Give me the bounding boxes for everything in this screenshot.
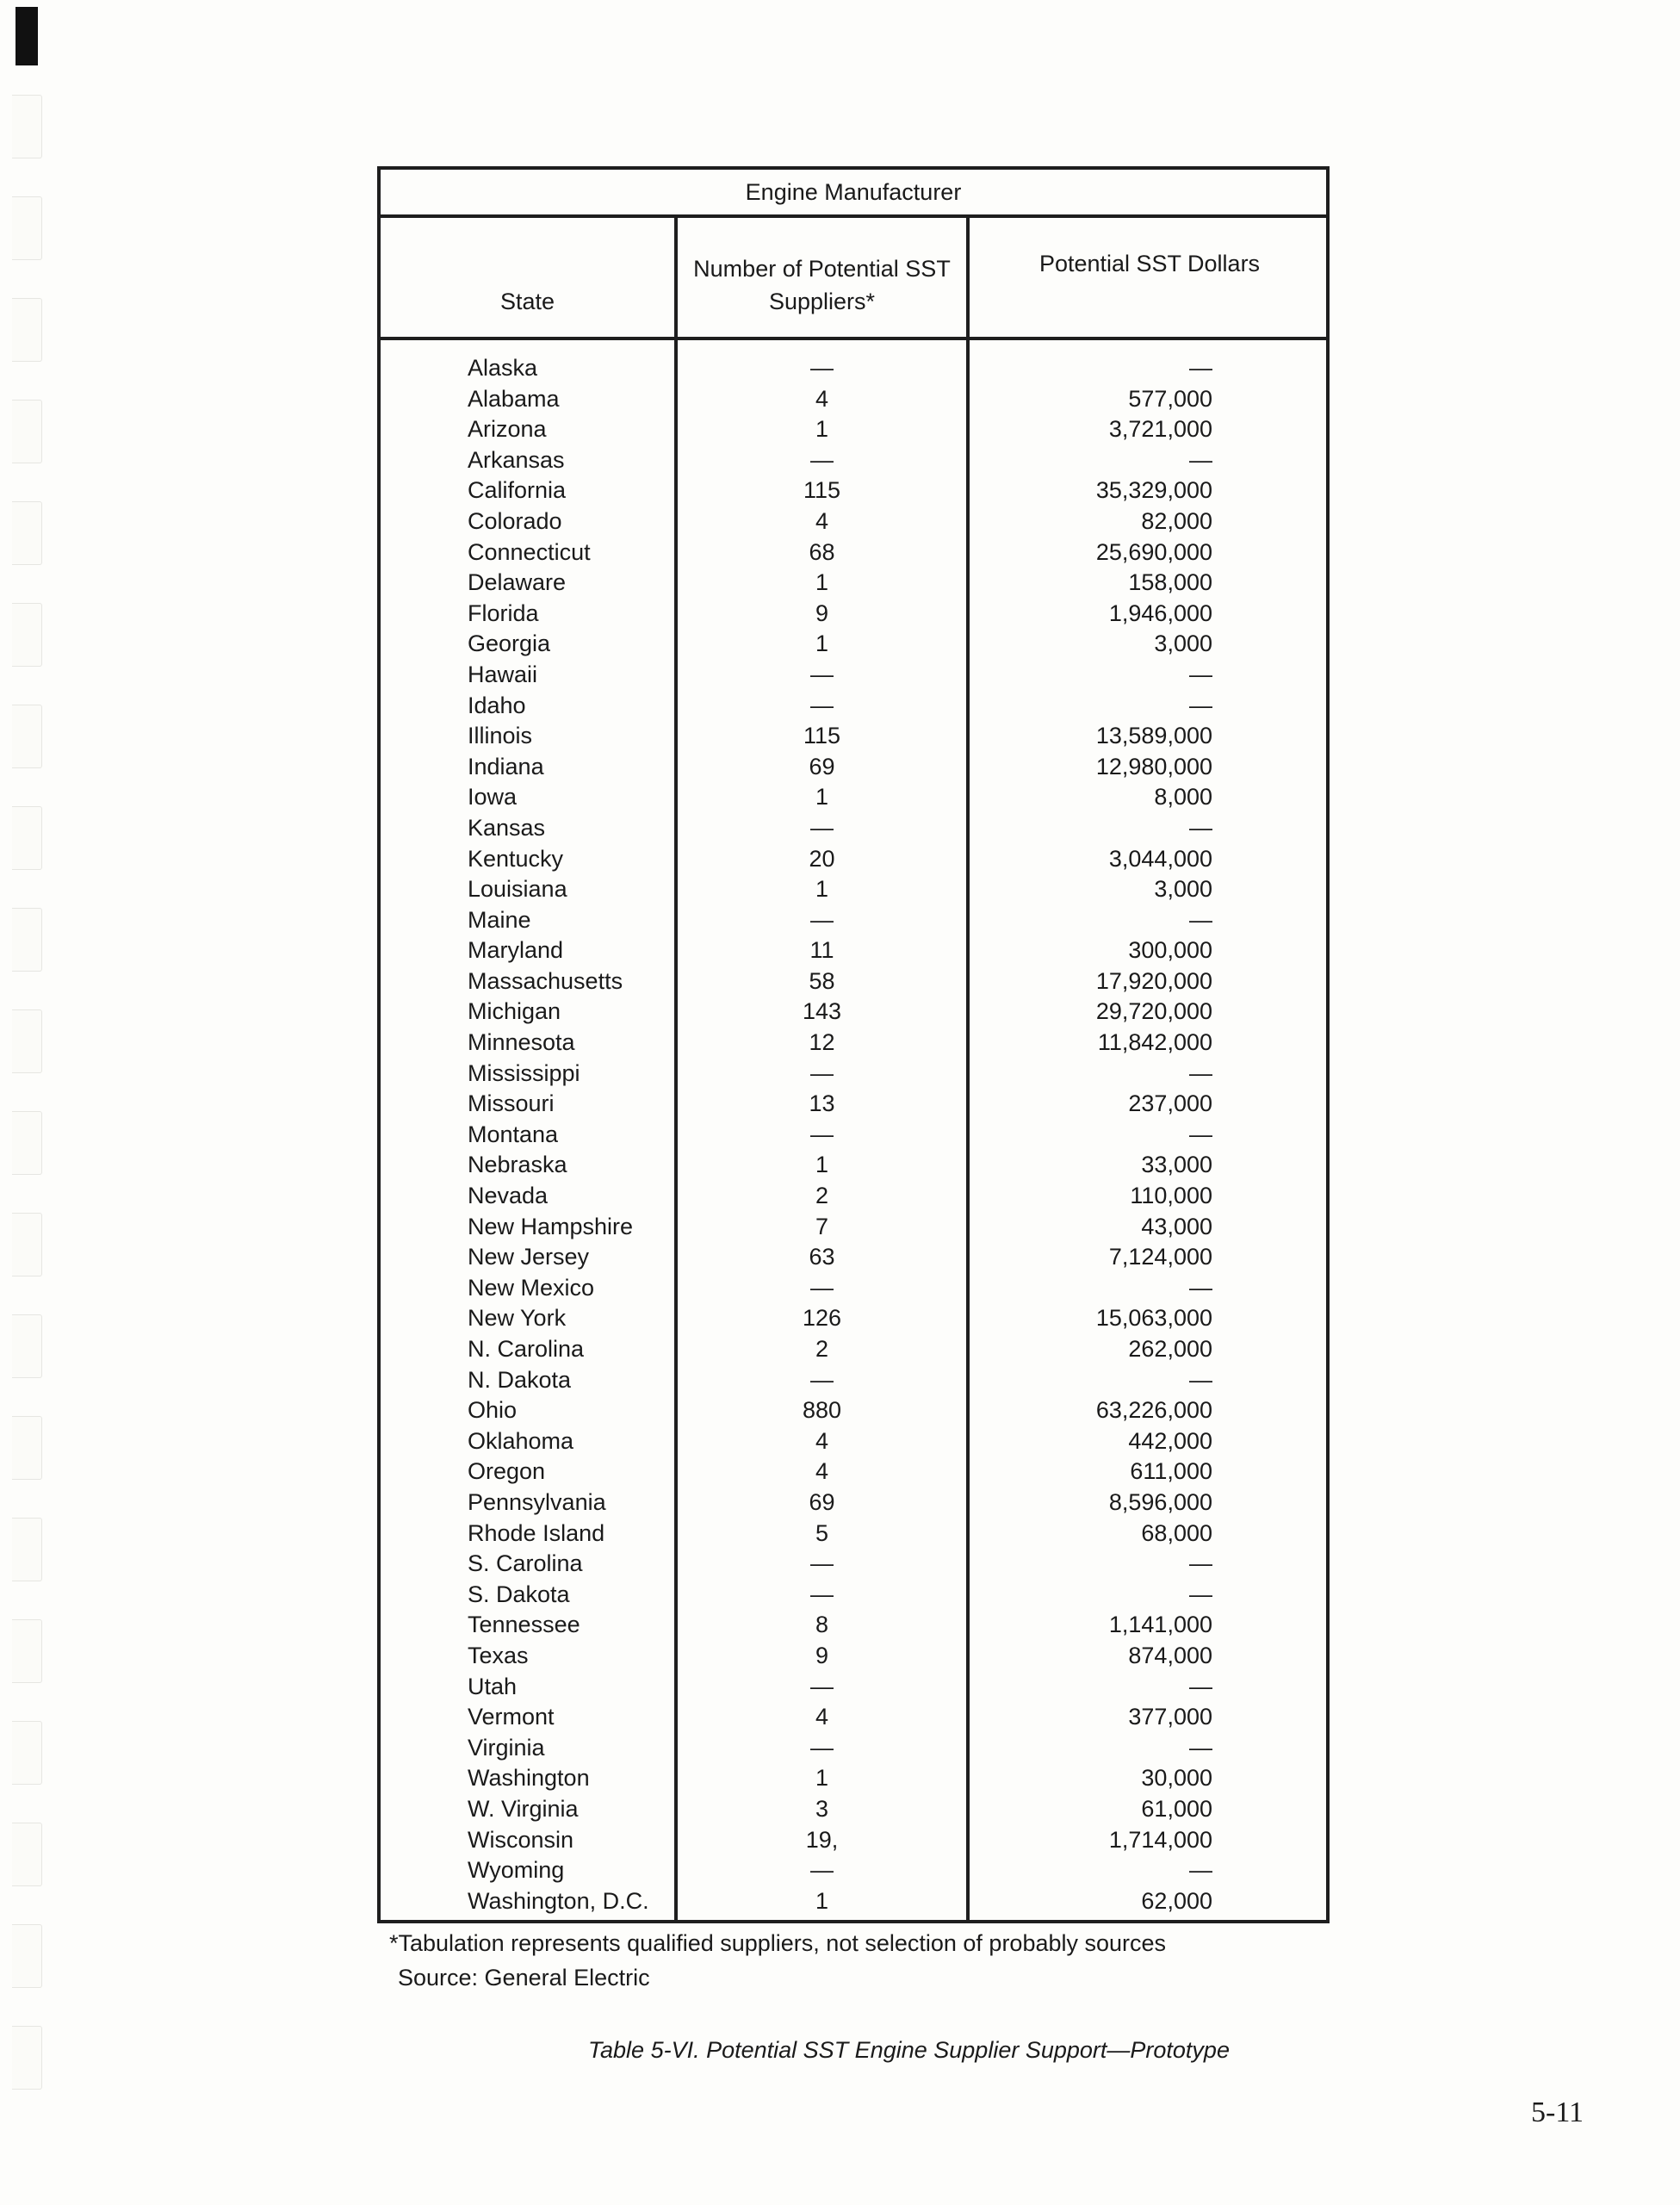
binder-hole <box>12 1619 42 1683</box>
num-suppliers-cell: — <box>810 446 834 473</box>
binder-hole <box>12 400 42 463</box>
dollars-cell: 30,000 <box>1141 1765 1212 1792</box>
num-suppliers-cell: 126 <box>802 1305 842 1332</box>
state-cell: N. Carolina <box>468 1336 585 1362</box>
num-suppliers-cell: 12 <box>809 1029 835 1056</box>
dollars-cell: 442,000 <box>1128 1427 1212 1454</box>
dollars-cell: 300,000 <box>1128 937 1212 964</box>
num-suppliers-cell: 8 <box>815 1612 829 1638</box>
dollars-cell: 874,000 <box>1128 1642 1212 1668</box>
table-row <box>381 1059 1326 1090</box>
state-cell: Oregon <box>468 1458 546 1485</box>
binder-hole <box>12 1009 42 1073</box>
dollars-cell: 1,714,000 <box>1108 1826 1212 1853</box>
state-cell: Oklahoma <box>468 1427 574 1454</box>
num-suppliers-cell: 4 <box>815 385 829 412</box>
dollars-cell: 35,329,000 <box>1095 477 1212 504</box>
dollars-cell: — <box>1189 1059 1212 1086</box>
table-row <box>381 1426 1326 1457</box>
state-cell: Iowa <box>468 784 518 811</box>
dollars-cell: 7,124,000 <box>1108 1244 1212 1270</box>
state-cell: Nebraska <box>468 1152 567 1178</box>
table-row <box>381 874 1326 905</box>
binder-hole <box>12 95 42 158</box>
dollars-cell: 43,000 <box>1141 1213 1212 1239</box>
dollars-cell: 577,000 <box>1128 385 1212 412</box>
state-cell: Wyoming <box>468 1857 565 1884</box>
num-suppliers-cell: — <box>810 692 834 718</box>
state-cell: Louisiana <box>468 876 567 903</box>
dollars-cell: 110,000 <box>1130 1183 1212 1209</box>
state-cell: Vermont <box>468 1704 555 1730</box>
dollars-cell: — <box>1189 355 1212 381</box>
table-row <box>381 1702 1326 1733</box>
state-cell: Michigan <box>468 998 561 1025</box>
dollars-cell: 11,842,000 <box>1097 1029 1212 1056</box>
table-row <box>381 935 1326 966</box>
dollars-cell: — <box>1189 906 1212 933</box>
table-row <box>381 905 1326 936</box>
binder-hole <box>12 1416 42 1480</box>
table-row <box>381 1334 1326 1365</box>
state-cell: New Jersey <box>468 1244 590 1270</box>
num-suppliers-cell: 115 <box>803 477 841 504</box>
state-cell: Idaho <box>468 692 526 718</box>
table-row <box>381 384 1326 415</box>
num-suppliers-cell: 2 <box>815 1183 829 1209</box>
table-row <box>381 1610 1326 1641</box>
num-suppliers-cell: — <box>810 1059 834 1086</box>
num-suppliers-cell: 3 <box>815 1795 829 1822</box>
num-suppliers-cell: 2 <box>815 1336 829 1362</box>
dollars-cell: 82,000 <box>1141 507 1212 534</box>
state-cell: Arkansas <box>468 446 565 473</box>
dollars-cell: 29,720,000 <box>1095 998 1212 1025</box>
column-header-num-suppliers: Number of Potential SST Suppliers* <box>693 256 951 314</box>
state-cell: New Mexico <box>468 1274 595 1301</box>
table-row <box>381 1212 1326 1243</box>
dollars-cell: — <box>1189 1366 1212 1393</box>
num-suppliers-cell: — <box>810 1550 834 1577</box>
dollars-cell: 377,000 <box>1128 1704 1212 1730</box>
binder-hole <box>12 908 42 972</box>
state-cell: Ohio <box>468 1397 518 1424</box>
num-suppliers-cell: 1 <box>815 876 829 903</box>
num-suppliers-cell: 69 <box>809 753 835 780</box>
table-row <box>381 1794 1326 1825</box>
num-suppliers-cell: — <box>810 1673 834 1699</box>
dollars-cell: — <box>1189 661 1212 687</box>
state-cell: Connecticut <box>468 538 591 565</box>
num-suppliers-cell: 69 <box>809 1488 835 1515</box>
state-cell: Colorado <box>468 507 562 534</box>
table-row <box>381 1672 1326 1703</box>
dollars-cell: 262,000 <box>1128 1336 1212 1362</box>
num-suppliers-cell: — <box>810 661 834 687</box>
dollars-cell: — <box>1189 1857 1212 1884</box>
num-suppliers-cell: — <box>810 1366 834 1393</box>
table-row <box>381 1488 1326 1519</box>
state-cell: Florida <box>468 599 539 626</box>
dollars-cell: 15,063,000 <box>1095 1305 1212 1332</box>
num-suppliers-cell: 4 <box>815 507 829 534</box>
table-row <box>381 353 1326 384</box>
corner-registration-mark <box>15 7 38 65</box>
table-row <box>381 813 1326 844</box>
state-cell: Kansas <box>468 814 546 841</box>
num-suppliers-cell: 7 <box>815 1213 829 1239</box>
state-cell: Utah <box>468 1673 518 1699</box>
dollars-cell: — <box>1189 1550 1212 1577</box>
state-cell: Hawaii <box>468 661 538 687</box>
state-cell: Arizona <box>468 416 547 443</box>
binder-hole <box>12 1314 42 1378</box>
dollars-cell: 1,946,000 <box>1108 599 1212 626</box>
table-row <box>381 1303 1326 1334</box>
num-suppliers-cell: — <box>810 1581 834 1607</box>
table-row <box>381 506 1326 537</box>
table-row <box>381 1763 1326 1794</box>
state-cell: Texas <box>468 1642 529 1668</box>
header-rule <box>381 337 1326 340</box>
num-suppliers-cell: 58 <box>809 967 835 994</box>
num-suppliers-cell: 1 <box>815 416 829 443</box>
table-row <box>381 1641 1326 1672</box>
table-row <box>381 1181 1326 1212</box>
num-suppliers-cell: — <box>810 1274 834 1301</box>
binder-hole-strip <box>12 95 46 2127</box>
state-cell: Missouri <box>468 1090 555 1117</box>
dollars-cell: 68,000 <box>1141 1519 1212 1546</box>
table-caption: Table 5-VI. Potential SST Engine Supplier Support—Prototype <box>588 2037 1230 2063</box>
state-cell: Pennsylvania <box>468 1488 606 1515</box>
num-suppliers-cell: 115 <box>803 723 841 749</box>
table-row <box>381 782 1326 813</box>
table-row <box>381 844 1326 875</box>
table-row <box>381 475 1326 506</box>
dollars-cell: — <box>1189 1673 1212 1699</box>
binder-hole <box>12 501 42 565</box>
state-cell: Maryland <box>468 937 564 964</box>
dollars-cell: 1,141,000 <box>1108 1612 1212 1638</box>
state-cell: California <box>468 477 567 504</box>
num-suppliers-cell: 11 <box>809 937 834 964</box>
dollars-cell: 25,690,000 <box>1095 538 1212 565</box>
dollars-cell: 62,000 <box>1141 1887 1212 1914</box>
num-suppliers-cell: — <box>810 814 834 841</box>
footnote: *Tabulation represents qualified suppliers, not selection of probably sources <box>389 1930 1167 1956</box>
state-cell: Wisconsin <box>468 1826 574 1853</box>
dollars-cell: 33,000 <box>1141 1152 1212 1178</box>
dollars-cell: 3,000 <box>1154 876 1212 903</box>
state-cell: Massachusetts <box>468 967 623 994</box>
num-suppliers-cell: 880 <box>802 1397 842 1424</box>
table-row <box>381 966 1326 997</box>
table-row <box>381 752 1326 783</box>
num-suppliers-cell: — <box>810 355 834 381</box>
state-cell: Alaska <box>468 355 538 381</box>
binder-hole <box>12 1111 42 1175</box>
num-suppliers-cell: 13 <box>809 1090 835 1117</box>
dollars-cell: — <box>1189 1121 1212 1147</box>
state-cell: Washington <box>468 1765 590 1792</box>
dollars-cell: 8,596,000 <box>1108 1488 1212 1515</box>
binder-hole <box>12 196 42 260</box>
state-cell: Rhode Island <box>468 1519 605 1546</box>
table-row <box>381 1886 1326 1917</box>
table-row <box>381 1089 1326 1120</box>
binder-hole <box>12 603 42 667</box>
dollars-cell: 611,000 <box>1130 1458 1212 1485</box>
binder-hole <box>12 1721 42 1785</box>
num-suppliers-cell: — <box>810 906 834 933</box>
num-suppliers-cell: 4 <box>815 1427 829 1454</box>
num-suppliers-cell: 68 <box>809 538 835 565</box>
num-suppliers-cell: 4 <box>815 1704 829 1730</box>
column-header-state: State <box>499 289 555 314</box>
state-cell: Georgia <box>468 630 551 657</box>
table-row <box>381 1395 1326 1426</box>
dollars-cell: 63,226,000 <box>1095 1397 1212 1424</box>
state-cell: Alabama <box>468 385 560 412</box>
page-number: 5-11 <box>1531 2096 1584 2128</box>
state-cell: S. Carolina <box>468 1550 583 1577</box>
dollars-cell: 3,000 <box>1154 630 1212 657</box>
num-suppliers-cell: 20 <box>809 845 835 872</box>
state-cell: Illinois <box>468 723 533 749</box>
table-row <box>381 445 1326 476</box>
dollars-cell: 237,000 <box>1128 1090 1212 1117</box>
num-suppliers-cell: 19, <box>805 1826 839 1853</box>
state-cell: Delaware <box>468 569 567 596</box>
dollars-cell: 12,980,000 <box>1095 753 1212 780</box>
num-suppliers-cell: — <box>810 1857 834 1884</box>
dollars-cell: — <box>1189 1274 1212 1301</box>
table-row <box>381 537 1326 568</box>
binder-hole <box>12 705 42 768</box>
state-cell: Nevada <box>468 1183 549 1209</box>
table-row <box>381 1120 1326 1151</box>
state-cell: Washington, D.C. <box>468 1887 649 1914</box>
num-suppliers-cell: 9 <box>815 1642 829 1668</box>
table-row <box>381 1242 1326 1273</box>
column-header-dollars: Potential SST Dollars <box>1038 251 1261 276</box>
num-suppliers-cell: 5 <box>815 1519 829 1546</box>
table-body <box>381 353 1326 1916</box>
num-suppliers-cell: 4 <box>815 1458 829 1485</box>
state-cell: Mississippi <box>468 1059 580 1086</box>
table-row <box>381 1519 1326 1550</box>
state-cell: Montana <box>468 1121 559 1147</box>
dollars-cell: 61,000 <box>1141 1795 1212 1822</box>
dollars-cell: 17,920,000 <box>1095 967 1212 994</box>
state-cell: Kentucky <box>468 845 564 872</box>
table-row <box>381 1733 1326 1764</box>
table-row <box>381 1457 1326 1488</box>
table-row <box>381 1580 1326 1611</box>
table-row <box>381 660 1326 691</box>
supplier-table <box>377 166 1330 1923</box>
num-suppliers-cell: 1 <box>815 569 829 596</box>
state-cell: Indiana <box>468 753 544 780</box>
dollars-cell: 3,044,000 <box>1108 845 1212 872</box>
state-cell: S. Dakota <box>468 1581 570 1607</box>
table-row <box>381 1273 1326 1304</box>
num-suppliers-cell: 1 <box>815 1765 829 1792</box>
num-suppliers-cell: 143 <box>802 998 842 1025</box>
dollars-cell: — <box>1189 814 1212 841</box>
num-suppliers-cell: — <box>810 1121 834 1147</box>
state-cell: New York <box>468 1305 567 1332</box>
dollars-cell: — <box>1189 1581 1212 1607</box>
binder-hole <box>12 1213 42 1276</box>
state-cell: Virginia <box>468 1734 545 1761</box>
table-row <box>381 629 1326 660</box>
num-suppliers-cell: 1 <box>815 1152 829 1178</box>
dollars-cell: 13,589,000 <box>1095 723 1212 749</box>
table-row <box>381 1825 1326 1856</box>
table-row <box>381 568 1326 599</box>
table-row <box>381 691 1326 722</box>
group-header: Engine Manufacturer <box>381 170 1326 218</box>
table-row <box>381 599 1326 630</box>
num-suppliers-cell: 9 <box>815 599 829 626</box>
table-row <box>381 1855 1326 1886</box>
source-note: Source: General Electric <box>398 1965 650 1991</box>
table-row <box>381 1028 1326 1059</box>
num-suppliers-cell: 1 <box>815 1887 829 1914</box>
binder-hole <box>12 1924 42 1988</box>
state-cell: Maine <box>468 906 531 933</box>
state-cell: W. Virginia <box>468 1795 579 1822</box>
state-cell: N. Dakota <box>468 1366 572 1393</box>
binder-hole <box>12 1823 42 1886</box>
table-row <box>381 1365 1326 1396</box>
state-cell: Minnesota <box>468 1029 575 1056</box>
binder-hole <box>12 1518 42 1581</box>
num-suppliers-cell: 1 <box>815 630 829 657</box>
num-suppliers-cell: 1 <box>815 784 829 811</box>
dollars-cell: 3,721,000 <box>1108 416 1212 443</box>
table-row <box>381 414 1326 445</box>
table-row <box>381 997 1326 1028</box>
state-cell: Tennessee <box>468 1612 580 1638</box>
dollars-cell: — <box>1189 446 1212 473</box>
dollars-cell: 158,000 <box>1128 569 1212 596</box>
table-row <box>381 721 1326 752</box>
table-row <box>381 1150 1326 1181</box>
dollars-cell: 8,000 <box>1154 784 1212 811</box>
binder-hole <box>12 806 42 870</box>
dollars-cell: — <box>1189 692 1212 718</box>
state-cell: New Hampshire <box>468 1213 634 1239</box>
dollars-cell: — <box>1189 1734 1212 1761</box>
table-row <box>381 1549 1326 1580</box>
binder-hole <box>12 298 42 362</box>
num-suppliers-cell: 63 <box>809 1244 835 1270</box>
num-suppliers-cell: — <box>810 1734 834 1761</box>
